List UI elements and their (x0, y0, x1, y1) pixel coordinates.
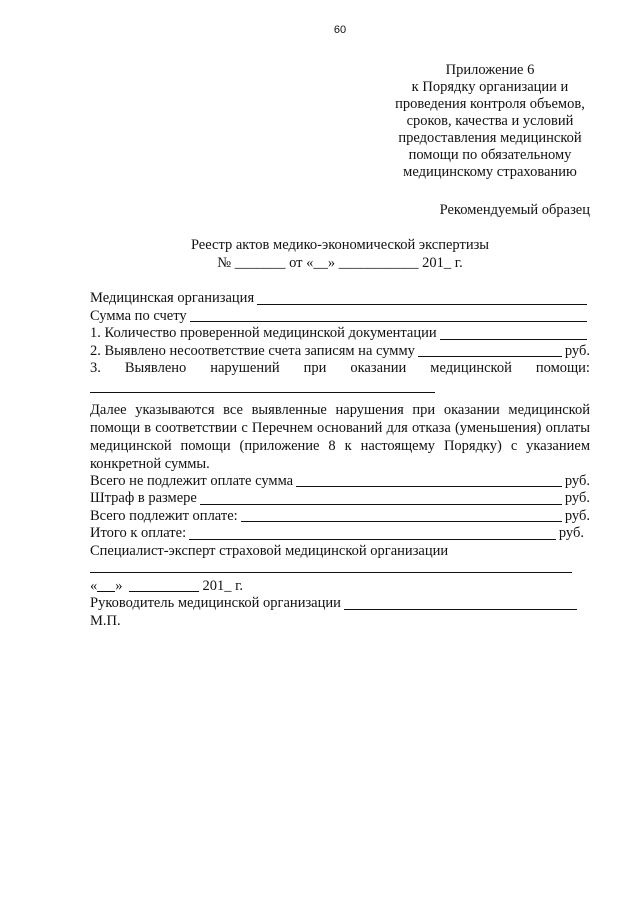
title-number-date: № _______ от «__» ___________ 201_ г. (217, 255, 463, 271)
fine-row (90, 490, 590, 508)
recommended-sample-label: Рекомендуемый образец (439, 202, 590, 218)
organization-row (90, 290, 590, 308)
appendix-line: проведения контроля объемов, (395, 96, 585, 112)
violations-word: оказании (350, 360, 407, 376)
mismatch-field[interactable] (418, 343, 562, 357)
date-close-quote: » (115, 577, 123, 594)
invoice-sum-label: Сумма по счету (90, 307, 187, 324)
expert-label: Специалист-эксперт страховой медицинской организации (90, 542, 449, 559)
violations-word: 3. (90, 360, 101, 376)
violations-word: Выявлено (124, 360, 187, 376)
appendix-line: медицинскому страхованию (403, 164, 577, 180)
violations-word: помощи: (535, 360, 590, 376)
violations-word: нарушений (210, 360, 280, 376)
date-month-field[interactable] (129, 578, 199, 592)
payable-row (90, 508, 590, 526)
total-label: Итого к оплате: (90, 525, 187, 541)
expert-row (90, 543, 590, 561)
fine-unit: руб. (564, 490, 590, 506)
checked-docs-field[interactable] (440, 326, 587, 340)
not-payable-unit: руб. (564, 472, 590, 489)
payable-label: Всего подлежит оплате: (90, 507, 238, 524)
organization-label: Медицинская организация (90, 290, 255, 306)
invoice-sum-row (90, 308, 590, 326)
fine-field[interactable] (200, 491, 562, 505)
document-title (0, 236, 640, 272)
appendix-header (372, 62, 608, 181)
mismatch-unit: руб. (564, 342, 590, 359)
checked-docs-label: 1. Количество проверенной медицинской документации (90, 325, 437, 341)
total-unit: руб. (558, 525, 584, 541)
appendix-line: предоставления медицинской (398, 130, 582, 146)
instruction-paragraph: Далее указываются все выявленные нарушения при оказании медицинской помощи в соответствии с Перечнем оснований для отказа (уменьшения) оплаты медицинской помощи (приложение 8 к настоящему Порядку) с указанием конкретной суммы. (90, 401, 590, 472)
appendix-line: помощи по обязательному (408, 147, 572, 163)
payable-unit: руб. (564, 507, 590, 524)
checked-docs-row (90, 325, 590, 343)
violations-field[interactable] (90, 378, 435, 393)
date-open-quote: « (90, 577, 98, 594)
invoice-sum-field[interactable] (190, 308, 587, 322)
not-payable-row (90, 473, 590, 491)
head-row (90, 595, 580, 613)
not-payable-label: Всего не подлежит оплате сумма (90, 472, 294, 489)
appendix-line: к Порядку организации и (411, 79, 569, 95)
appendix-line: сроков, качества и условий (406, 113, 574, 129)
title-line: Реестр актов медико-экономической экспертизы (190, 237, 490, 253)
head-label: Руководитель медицинской организации (90, 595, 341, 611)
date-day-field[interactable] (97, 578, 115, 592)
total-row (90, 525, 584, 543)
registry-form (90, 290, 590, 630)
page-number: 60 (333, 24, 347, 36)
fine-label: Штраф в размере (90, 490, 197, 506)
payable-field[interactable] (241, 508, 562, 522)
total-field[interactable] (189, 526, 556, 540)
stamp-row (90, 613, 590, 631)
mismatch-label: 2. Выявлено несоответствие счета записям на сумму (90, 342, 415, 359)
date-row (90, 577, 590, 595)
violations-word: при (303, 360, 327, 376)
violations-row (90, 360, 590, 378)
date-year-label: 201_ г. (202, 577, 244, 594)
appendix-line: Приложение 6 (445, 62, 535, 78)
not-payable-field[interactable] (296, 473, 562, 487)
organization-field[interactable] (257, 291, 587, 305)
expert-signature-field[interactable] (90, 560, 572, 573)
head-signature-field[interactable] (344, 596, 577, 610)
violations-word: медицинской (430, 360, 512, 376)
stamp-label: М.П. (90, 612, 121, 629)
mismatch-row (90, 343, 590, 361)
